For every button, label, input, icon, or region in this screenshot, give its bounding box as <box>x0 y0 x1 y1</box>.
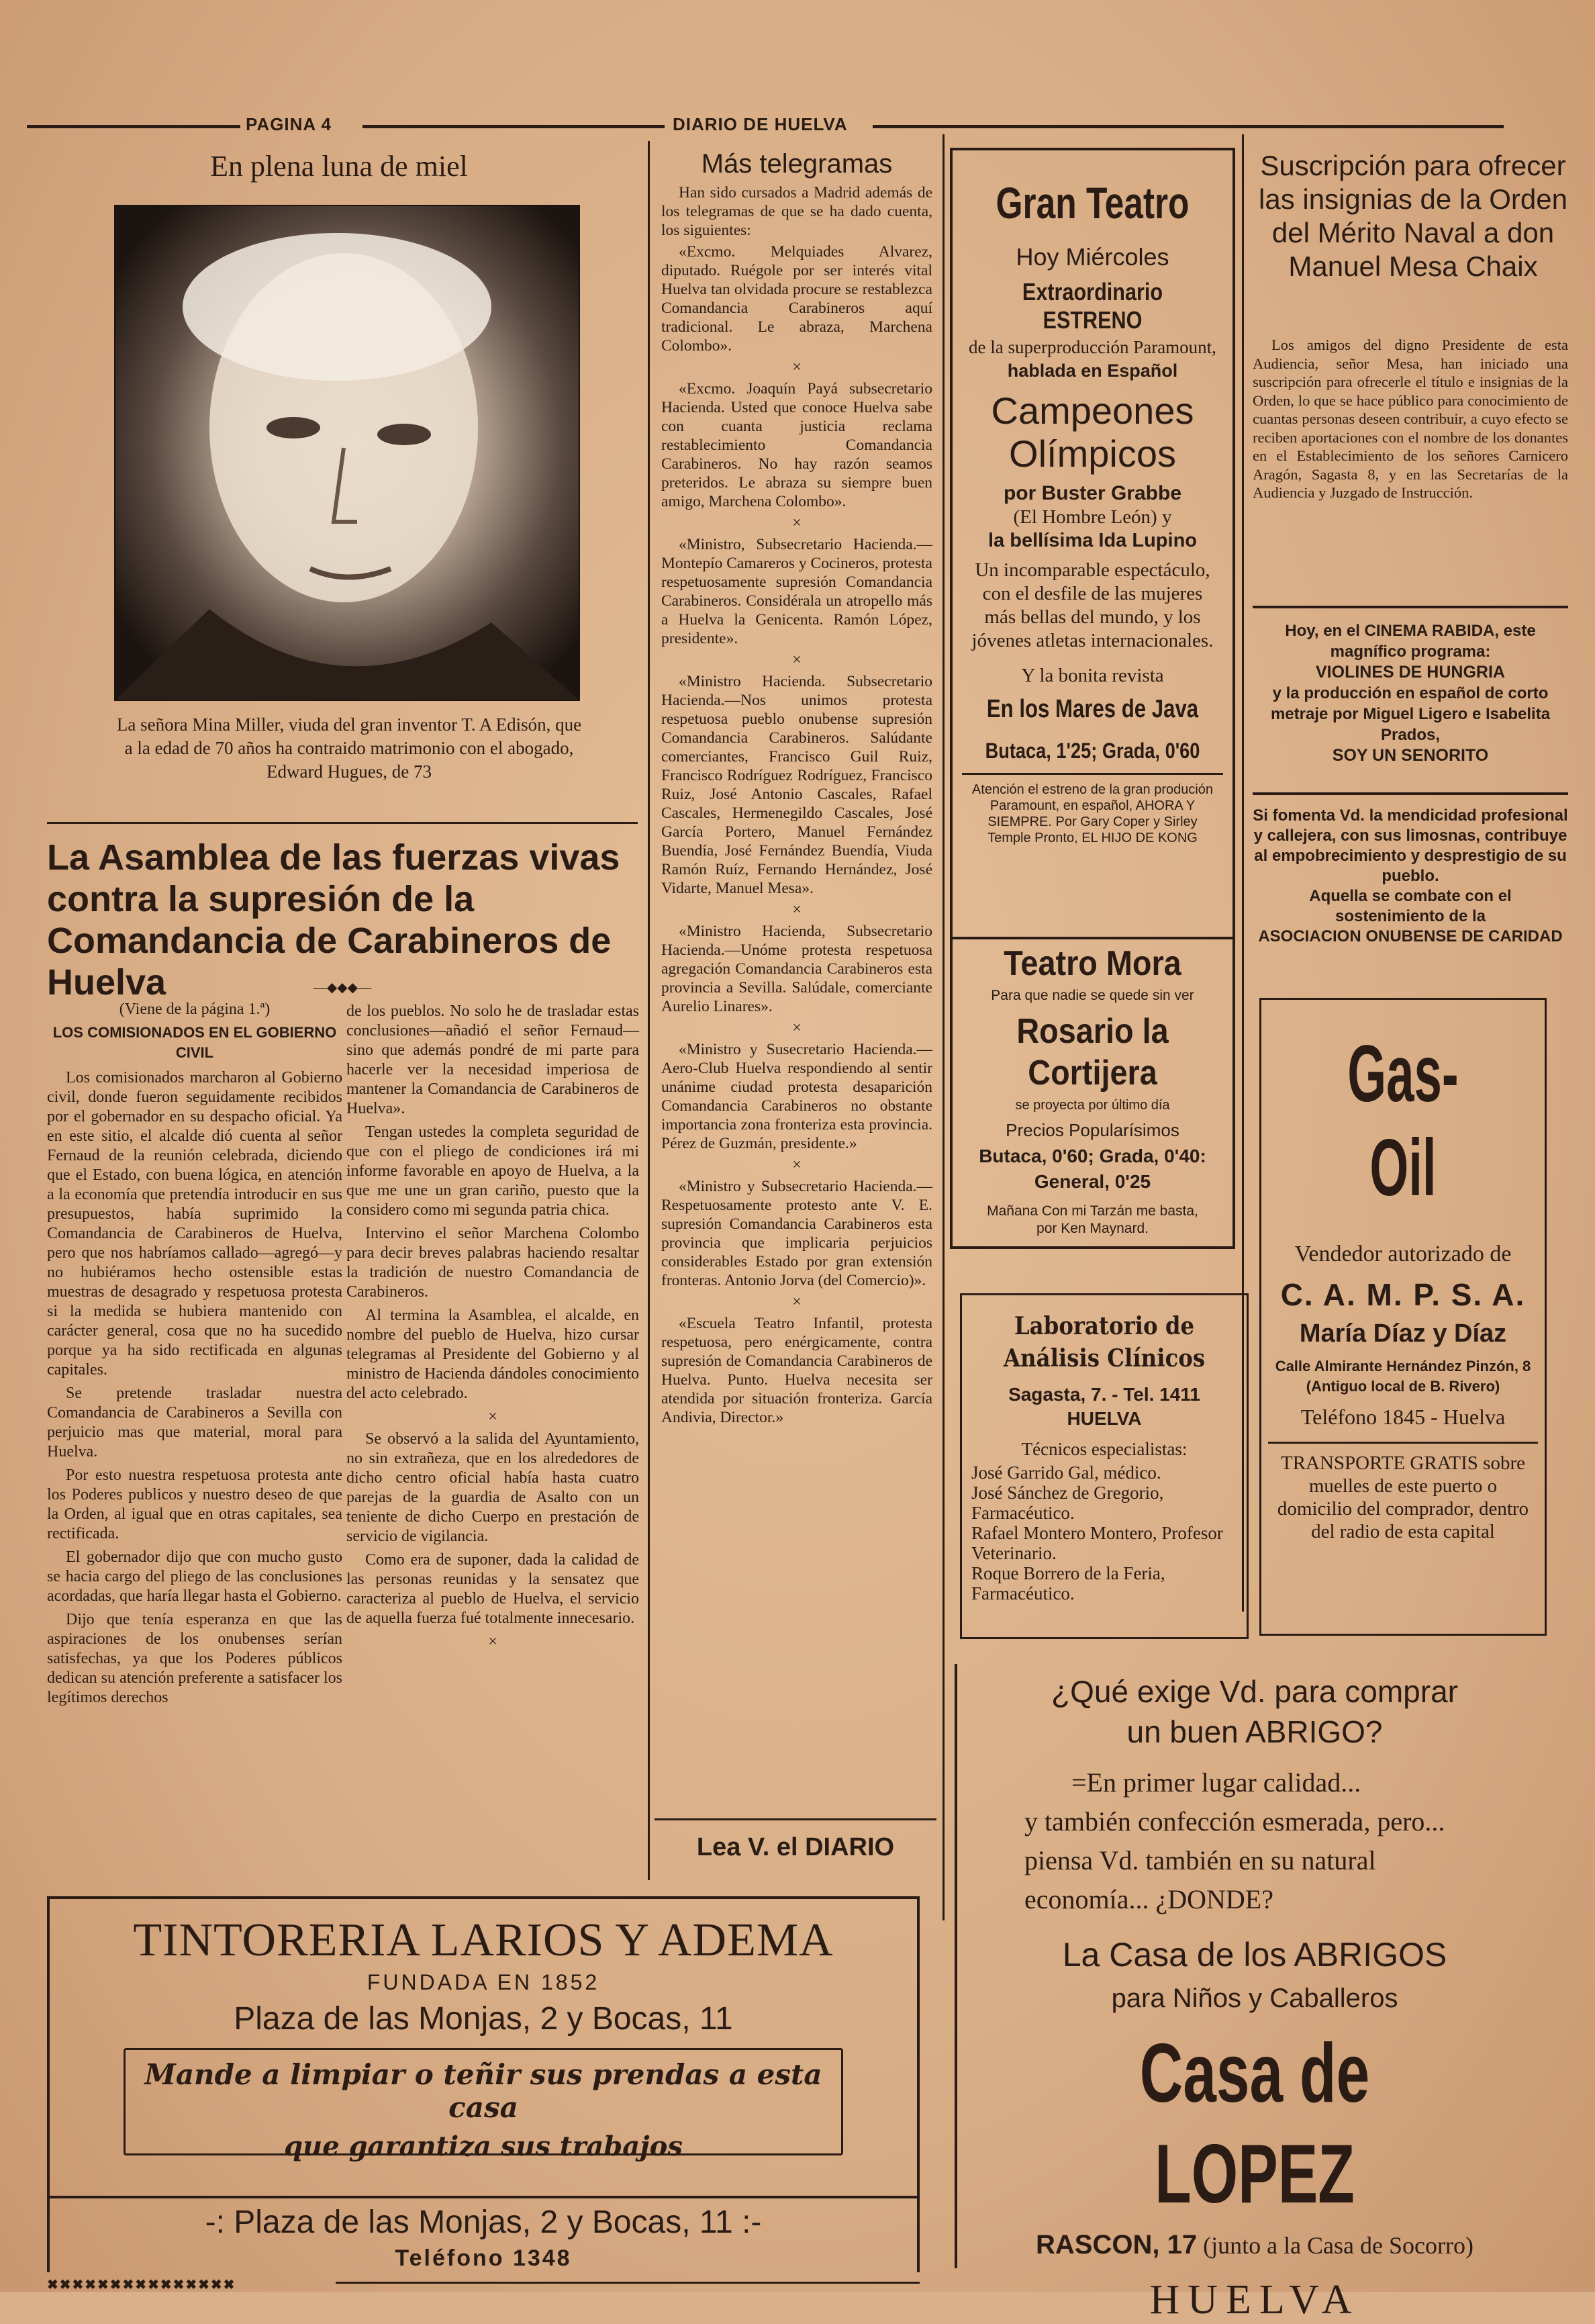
header-rule-mid <box>362 125 665 128</box>
tintoreria-slogan2: que garantiza sus trabajos <box>284 2131 683 2162</box>
main-headline: La Asamblea de las fuerzas vivas contra la supresión de la Comandancia de Carabineros de Huelva <box>47 837 620 1003</box>
laboratorio-staff-item: José Garrido Gal, médico. <box>971 1462 1161 1483</box>
laboratorio-title: Laboratorio de Análisis Clínicos <box>1003 1312 1206 1373</box>
gasoil-title: Gas-Oil <box>1347 1029 1459 1213</box>
cinema-rabida-text1: Hoy, en el CINEMA RABIDA, este magnífico programa: <box>1285 622 1536 661</box>
paragraph: Por esto nuestra respetuosa protesta ante los Poderes publicos y nuestro deseo de que la Orden, al igual que en otras capitales, sea rectificada. <box>47 1467 342 1542</box>
cinema-rabida-film1: VIOLINES DE HUNGRIA <box>1316 663 1505 682</box>
paragraph: Se pretende trasladar nuestra Comandancia de Carabineros a Sevilla con perjuicio mas que material, moral para Huelva. <box>47 1385 342 1460</box>
laboratorio-staff-title: Técnicos especialistas: <box>1021 1439 1188 1459</box>
gasoil-rule <box>1268 1442 1538 1444</box>
telegrams-title: Más telegramas <box>701 149 893 179</box>
tintoreria-ad <box>47 1896 920 2198</box>
mendicidad-notice <box>1253 806 1568 947</box>
abrigos-q1: ¿Qué exige Vd. para comprar <box>1051 1674 1458 1709</box>
paragraph: de los pueblos. No solo he de trasladar estas conclusiones—añadió el señor Fernaud—sino que además pondré de mi parte para hacerle ver la necesidad imperiosa de mantener la Comandancia de Carabineros de Huelva». <box>346 1003 639 1117</box>
telegram-item: «Excmo. Joaquín Payá subsecretario Hacienda. Usted que conoce Huelva sabe con cuanta justicia reclama restablecimiento Comandancia Carabineros. No hay razón seamos preteridos. Le abraza su siempre buen amigo, Marchena Colombo». <box>661 380 932 510</box>
gran-teatro-desc: Un incomparable espectáculo, con el desfile de las mujeres más bellas del mundo, y los jóvenes atletas internacionales. <box>971 559 1214 651</box>
gasoil-street: Calle Almirante Hernández Pinzón, 8 <box>1275 1358 1531 1375</box>
laboratorio-city: HUELVA <box>1067 1408 1142 1429</box>
abrigos-q2: un buen ABRIGO? <box>1126 1714 1383 1749</box>
abrigos-city: HUELVA <box>1149 2277 1360 2323</box>
separator-mark: × <box>792 1156 802 1174</box>
masthead: DIARIO DE HUELVA <box>673 114 848 134</box>
paragraph: Se observó a la salida del Ayuntamiento, no sin extrañeza, que en los alrededores de dicho centro oficial había hasta cuatro parejas de la guardia de Asalto con un teniente de dicho Cuerpo en prestación de servicio de vigilancia. <box>346 1430 639 1545</box>
cinema-rabida-notice <box>1253 620 1568 766</box>
telegram-item: «Excmo. Melquiades Alvarez, diputado. Ruégole por ser interés vital Huelva tan olvidada procure se restablezca Comandancia Carabineros aquí tradicional. Le abraza, Marchena Colombo». <box>661 243 932 355</box>
teatro-mora-title: Teatro Mora <box>1004 944 1181 983</box>
separator-mark: × <box>792 1019 802 1037</box>
photo-caption: La señora Mina Miller, viuda del gran inventor T. A Edisón, que a la edad de 70 años ha contraido matrimonio con el abogado, Edward Hugues, de 73 <box>116 714 582 782</box>
gran-teatro-by: por Buster Grabbe <box>1003 482 1182 504</box>
telegram-item: «Ministro y Subsecretario Hacienda.—Respetuosamente protesto ante V. E. supresión Comandancia Carabineros esta provincia que implicaria perjuicios considerables Estado por gran extensión fronteras. Antonio Jorva (del Comercio)». <box>661 1178 932 1289</box>
laboratorio-staff-item: José Sánchez de Gregorio, Farmacéutico. <box>971 1483 1164 1523</box>
main-subhead: LOS COMISIONADOS EN EL GOBIERNO CIVIL <box>52 1024 337 1061</box>
photo-story-title: En plena luna de miel <box>210 150 468 183</box>
teatro-mora-top-rule <box>953 937 1232 939</box>
abrigos-ad <box>955 1664 1552 2323</box>
main-story-col2 <box>346 1002 639 1655</box>
laboratorio-staff-item: Rafael Montero Montero, Profesor Veterinario. <box>971 1523 1223 1563</box>
header-rule-left <box>27 125 240 128</box>
abrigos-l1: =En primer lugar calidad... <box>1071 1767 1361 1798</box>
tintoreria-phone: Teléfono 1348 <box>395 2245 572 2271</box>
gasoil-transport: TRANSPORTE GRATIS sobre muelles de este puerto o domicilio del comprador, dentro del radio de esta capital <box>1277 1452 1529 1542</box>
headline-ornament: —◆◆◆— <box>313 980 372 995</box>
portrait-photo <box>114 205 580 701</box>
teatro-mora-last-day: se proyecta por último día <box>1015 1098 1170 1113</box>
abrigos-casa: La Casa de los ABRIGOS <box>1062 1936 1447 1973</box>
abrigos-addr-rest: (junto a la Casa de Socorro) <box>1203 2232 1473 2259</box>
mendicidad-org: ASOCIACION ONUBENSE DE CARIDAD <box>1258 927 1563 945</box>
abrigos-l3: piensa Vd. también en su natural <box>1024 1845 1376 1875</box>
gran-teatro-revista-intro: Y la bonita revista <box>1021 665 1164 686</box>
abrigos-addr-bold: RASCON, 17 <box>1036 2230 1198 2260</box>
mendicidad-text: Si fomenta Vd. la mendicidad profesional y callejera, con sus limosnas, contribuye al empobrecimiento y desprestigio de su pueblo. <box>1253 806 1568 885</box>
gran-teatro-line1: de la superproducción Paramount, <box>969 337 1216 357</box>
gasoil-brand: C. A. M. P. S. A. <box>1280 1277 1526 1312</box>
mendicidad-text2: Aquella se combate con el sostenimiento de la <box>1309 887 1512 925</box>
gran-teatro-extra: Extraordinario ESTRENO <box>1022 278 1163 334</box>
abrigos-l4: economía... ¿DONDE? <box>1024 1884 1273 1914</box>
tintoreria-right-border <box>917 1896 920 2272</box>
tintoreria-founded: FUNDADA EN 1852 <box>367 1970 600 1994</box>
paragraph: Tengan ustedes la completa seguridad de que con el pliego de condiciones irá mi informe favorable en apoyo de Huelva, a la que me une un gran cariño, puesto que la considero como mi segunda patria chica. <box>346 1123 639 1219</box>
gasoil-phone: Teléfono 1845 - Huelva <box>1300 1405 1506 1429</box>
tintoreria-slogan-box <box>124 2048 843 2162</box>
paragraph: Los comisionados marcharon al Gobierno civil, donde fueron seguidamente recibidos por el gobernador en su despacho oficial. Ya en este sitio, el alcalde dió cuenta al señor Fernaud de la reunión celebrada, diciendo que el Estado, con buena lógica, en atención a la economía que pretendía introducir en sus presupuestos, había suprimido la Comandancia de Carabineros de Huelva, pero que nos habríamos callado—agregó—y no hubiéramos hecho ostensible estas muestras de desagrado y respetuosa protesta si la medida se hubiera mantenido con carácter general, cosa que no ha sucedido porque ya ha sido rectificada en algunas capitales. <box>47 1069 342 1379</box>
gran-teatro-title: Gran Teatro <box>996 178 1190 228</box>
separator-mark: × <box>792 514 802 532</box>
continued-note: (Viene de la página 1.ª) <box>119 1001 271 1018</box>
bottom-rule <box>336 2282 920 2284</box>
separator-mark: × <box>488 1633 497 1651</box>
paragraph: Al termina la Asamblea, el alcalde, en nombre del pueblo de Huelva, hizo cursar telegramas al Presidente del Gobierno y al ministro de Hacienda dándoles conocimiento del acto celebrado. <box>346 1307 639 1402</box>
gasoil-name: María Díaz y Díaz <box>1299 1319 1507 1348</box>
column-rule-1 <box>648 141 650 1880</box>
cinema-rabida-text2: y la producción en español de corto metraje por Miguel Ligero e Isabelita Prados, <box>1270 684 1551 744</box>
teatro-mora-tagline: Para que nadie se quede sin ver <box>991 988 1194 1003</box>
suscripcion-headline: Suscripción para ofrecer las insignias de la Orden del Mérito Naval a don Manuel Mesa Chaix <box>1259 150 1567 282</box>
gran-teatro-film: Campeones Olímpicos <box>991 389 1194 475</box>
teatro-mora-prices-label: Precios Popularísimos <box>1006 1120 1179 1140</box>
paragraph: Como era de suponer, dada la calidad de las personas reunidas y la sensatez que caracteriza al pueblo de Huelva, el servicio de aquella fuerza fué totalmente innecesario. <box>346 1551 639 1627</box>
paragraph: El gobernador dijo que con mucho gusto se hacia cargo del pliego de las conclusiones acordadas, que haría llegar hasta el Gobierno. <box>47 1548 342 1605</box>
gran-teatro-and: la bellísima Ida Lupino <box>988 530 1197 551</box>
separator-mark: × <box>792 1293 802 1311</box>
abrigos-l2: y también confección esmerada, pero... <box>1024 1806 1445 1837</box>
telegrams-footer: Lea V. el DIARIO <box>696 1833 895 1861</box>
gran-teatro-alias: (El Hombre León) y <box>1013 506 1172 528</box>
tintoreria-address2: -: Plaza de las Monjas, 2 y Bocas, 11 :- <box>205 2204 762 2240</box>
page-label: PAGINA 4 <box>246 114 332 134</box>
tintoreria-left-border <box>47 1896 50 2272</box>
tintoreria-slogan1: Mande a limpiar o teñir sus prendas a esta casa <box>144 2058 822 2124</box>
teatro-mora-film: Rosario la Cortijera <box>1016 1012 1169 1093</box>
paragraph: Los amigos del digno Presidente de esta Audiencia, señor Mesa, han iniciado una suscripción para ofrecerle el título e insignias de la Orden, lo que se hace público para conocimiento de cuantas personas deseen contribuir, a cuyo efecto se reciben aportaciones con el nombre de los donantes en el Establecimiento de los señores Carnicero Aragón, Sagasta 8, y en las Secretarías de la Audiencia y Juzgado de Instrucción. <box>1253 336 1568 501</box>
telegrams-footer-rule <box>655 1818 936 1820</box>
paragraph: Dijo que tenía esperanza en que las aspiraciones de los onubenses serían satisfechas, ya que los Poderes públicos dedican su atención preferente a satisfacer los legítimos derechos <box>47 1611 342 1706</box>
separator-mark: × <box>792 359 802 376</box>
gran-teatro-note: Atención el estreno de la gran produción Paramount, en español, AHORA Y SIEMPRE. Por Gary Coper y Sirley Temple Pronto, EL HIJO DE KONG <box>971 782 1214 845</box>
gran-teatro-prices: Butaca, 1'25; Grada, 0'60 <box>985 739 1200 763</box>
main-story-col1 <box>47 1001 342 1712</box>
teatro-mora-prices: Butaca, 0'60; Grada, 0'40: General, 0'25 <box>979 1146 1206 1192</box>
suscripcion-rule <box>1253 606 1568 608</box>
teatro-mora-ad <box>953 943 1232 1238</box>
laboratorio-address: Sagasta, 7. - Tel. 1411 <box>1008 1384 1200 1405</box>
column-rule-2 <box>942 134 945 1920</box>
laboratorio-staff-item: Roque Borrero de la Feria, Farmacéutico. <box>971 1563 1165 1603</box>
telegrams-column <box>661 149 932 1430</box>
gran-teatro-rule <box>962 773 1223 775</box>
telegram-item: «Ministro Hacienda. Subsecretario Hacienda.—Nos unimos protesta respetuosa pueblo onubense supresión Comandancia Carabineros. Salúdante comerciantes, Francisco Guil Ruiz, Francisco Rodríguez Rodríguez, Francisco Ruiz, José Antonio Cascales, Rafael Cascales, Hermenegildo Cascales, José García Portero, Manuel Fernández Buendía, José Fernández Buendía, Viuda Ramón Ruíz, Fernando Hernández, José Vidarte, Manuel Mesa». <box>661 673 932 897</box>
telegrams-intro: Han sido cursados a Madrid además de los telegramas de que se ha dado cuenta, los siguientes: <box>661 184 932 239</box>
photo-story-rule <box>47 822 638 824</box>
abrigos-brand: Casa de LOPEZ <box>1139 2027 1370 2221</box>
telegram-item: «Ministro, Subsecretario Hacienda.—Montepío Camareros y Cocineros, protesta respetuosamente supresión Comandancia Carabineros. Considérala un atropello más a Huelva la Genicenta. Ramón López, presidente». <box>661 536 932 647</box>
gran-teatro-line2: hablada en Español <box>1007 361 1178 381</box>
gasoil-vendor: Vendedor autorizado de <box>1294 1242 1512 1266</box>
separator-mark: × <box>792 901 802 919</box>
header-rule-right <box>873 125 1504 128</box>
cinema-rabida-film2: SOY UN SENORITO <box>1332 746 1489 765</box>
laboratorio-ad <box>960 1293 1249 1639</box>
gasoil-old-local: (Antiguo local de B. Rivero) <box>1306 1378 1500 1395</box>
tintoreria-title: TINTORERIA LARIOS Y ADEMA <box>133 1914 834 1966</box>
telegram-item: «Escuela Teatro Infantil, protesta respetuosa, pero enérgicamente, contra supresión de Comandancia Carabineros de Huelva. Punto. Huelva necesita ser atendida por situación fronteriza. García Andivia, Director.» <box>661 1315 932 1426</box>
gasoil-ad <box>1259 998 1547 1636</box>
suscripcion-body <box>1253 336 1568 506</box>
tintoreria-address: Plaza de las Monjas, 2 y Bocas, 11 <box>234 2001 733 2037</box>
teatro-mora-tomorrow: Mañana Con mi Tarzán me basta, por Ken Maynard. <box>987 1203 1198 1236</box>
telegram-item: «Ministro Hacienda, Subsecretario Hacienda.—Unóme protesta respetuosa agregación Comandancia Carabineros esta provincia a Sevilla. Salúdale, comerciante Aurelio Linares». <box>661 923 932 1015</box>
abrigos-para: para Niños y Caballeros <box>1111 1984 1398 2013</box>
separator-mark: × <box>488 1408 497 1426</box>
gran-teatro-revista: En los Mares de Java <box>986 695 1199 723</box>
separator-mark: × <box>792 651 802 669</box>
paragraph: Intervino el señor Marchena Colombo para decir breves palabras haciendo resaltar la tradición de nuestro Comandancia de Carabineros. <box>346 1225 639 1301</box>
cinema-rabida-rule <box>1253 792 1568 795</box>
bottom-border-ornament: ✖✖✖✖✖✖✖✖✖✖✖✖✖✖✖ <box>47 2278 236 2292</box>
telegram-item: «Ministro y Susecretario Hacienda.—Aero-Club Huelva respondiendo al sentir unánime ciudad protesta desaparición Comandancia Carabineros no obstante importancia zona fronteriza esta provincia. Pérez de Guzmán, presidente.» <box>661 1041 932 1152</box>
portrait-illustration <box>115 206 579 700</box>
gran-teatro-day: Hoy Miércoles <box>1016 243 1169 271</box>
